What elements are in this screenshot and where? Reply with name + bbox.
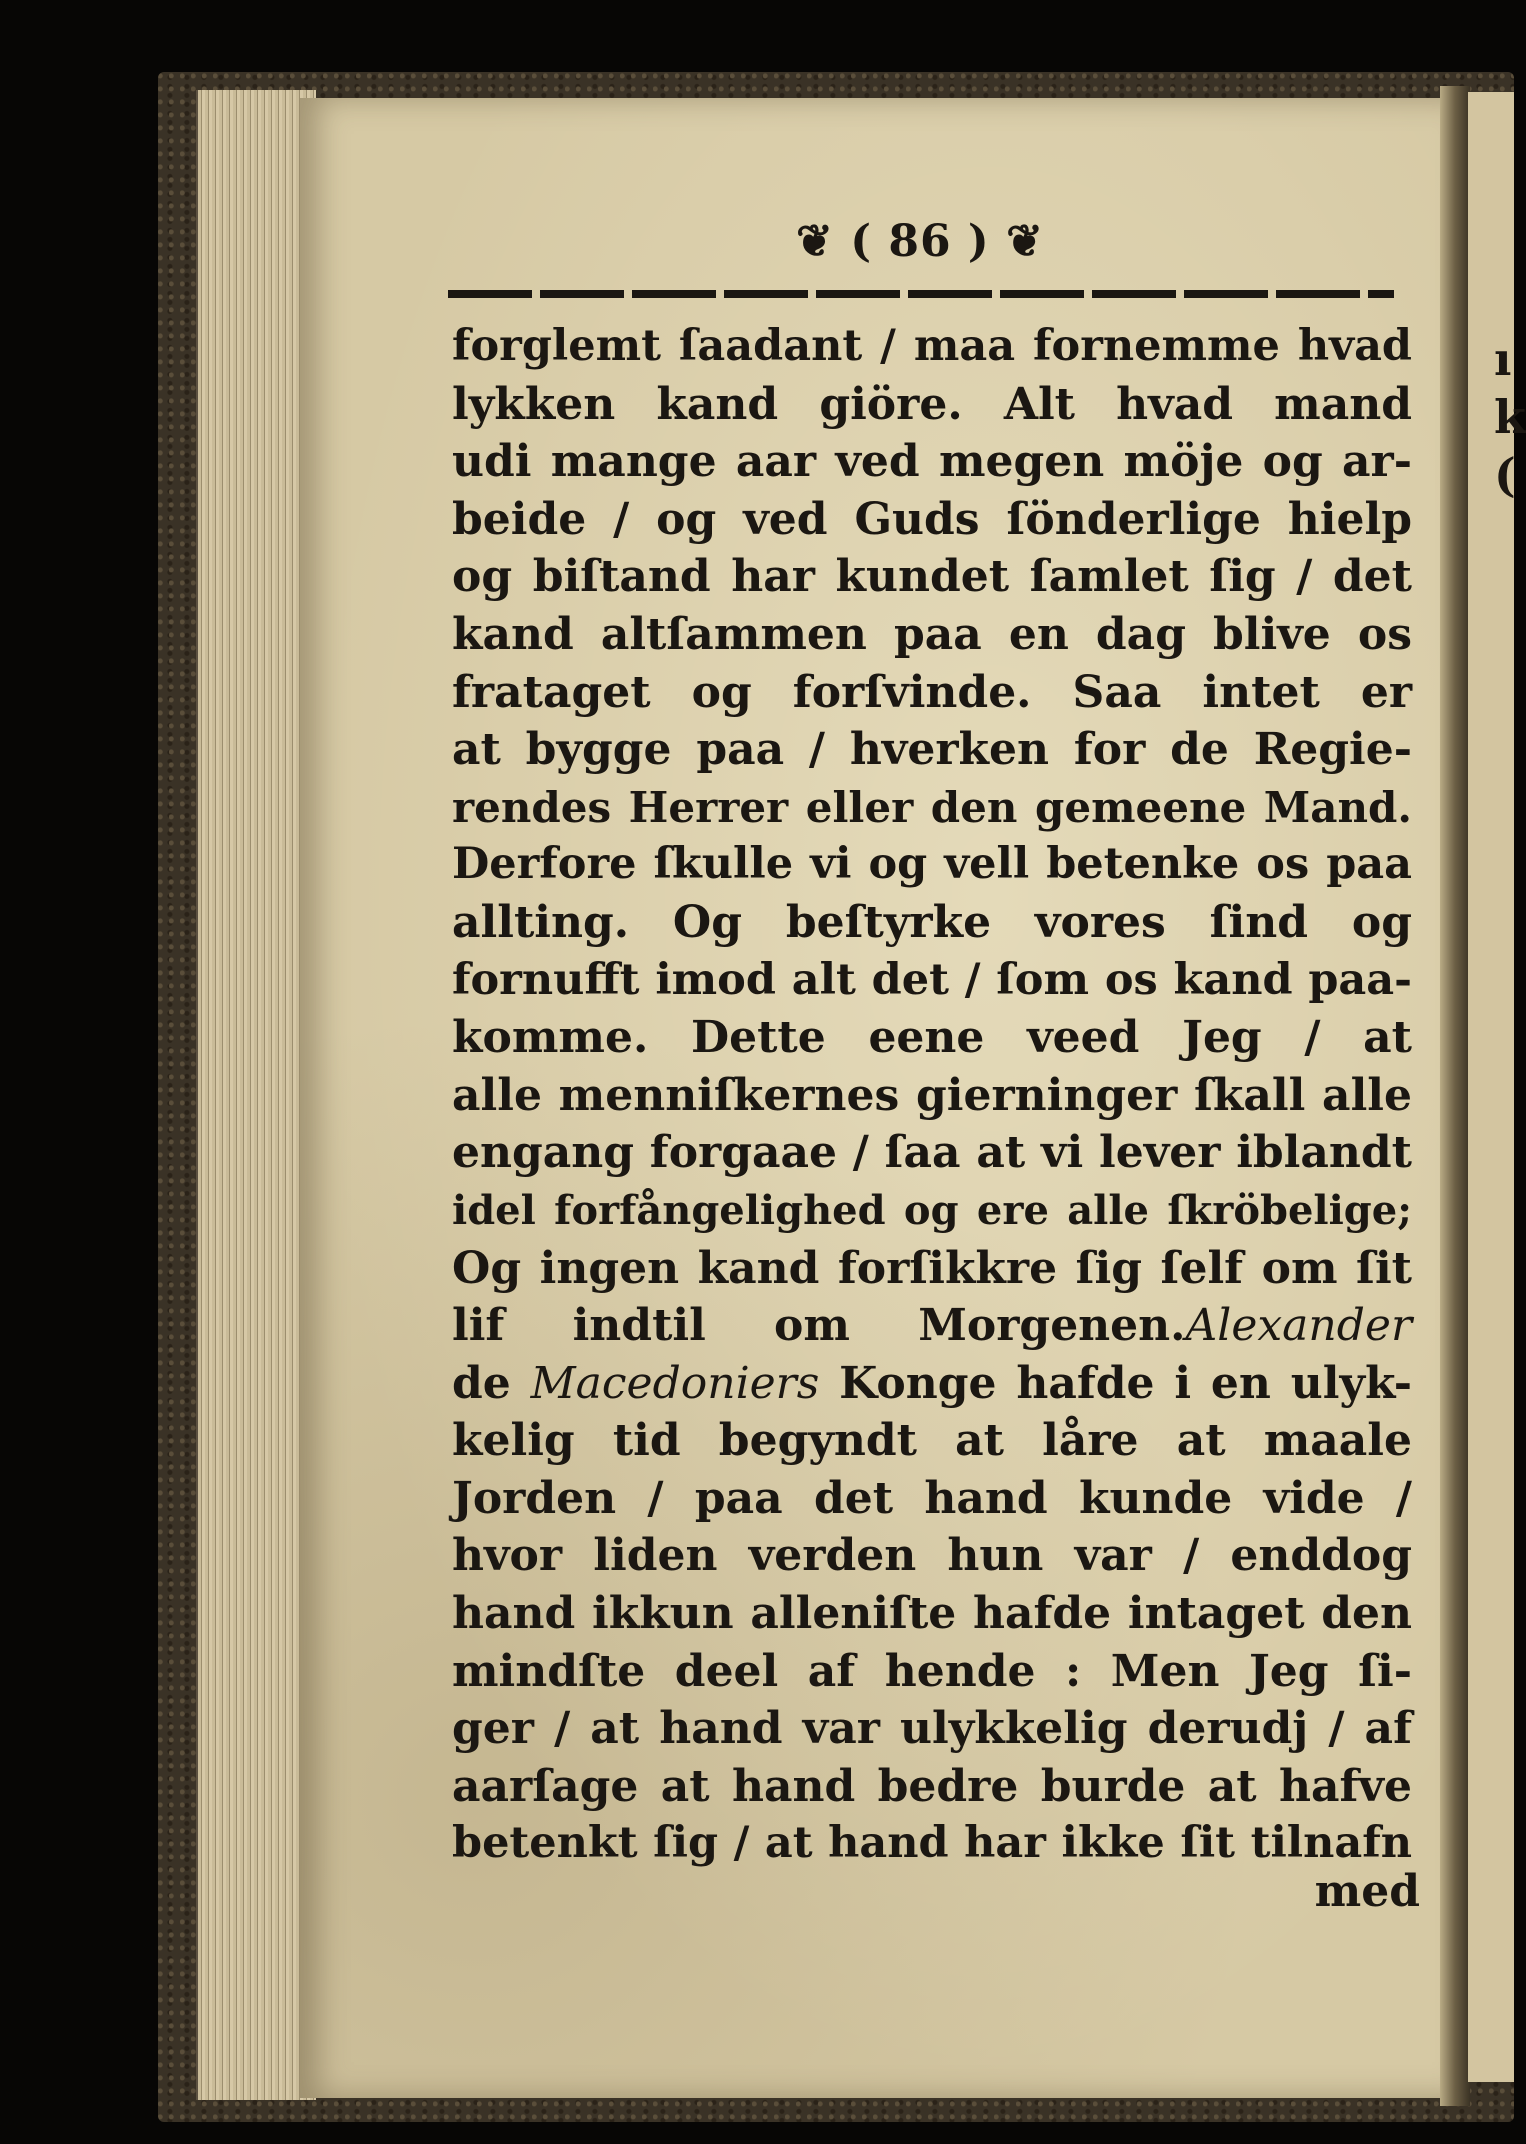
header-rule (448, 290, 1394, 298)
text-line: lykken kand giöre. Alt hvad mand (452, 378, 1412, 430)
text-line: hand ikkun alleniſte hafde intaget den (452, 1588, 1412, 1640)
ornament-left-icon: ❦ (796, 216, 834, 267)
text-line: forglemt ſaadant / maa fornemme hvad (452, 321, 1412, 371)
text-line: komme. Dette eene veed Jeg / at (452, 1012, 1412, 1064)
facing-letter: k (1494, 390, 1526, 444)
text-line: Derfore ſkulle vi og vell betenke os paa (452, 839, 1412, 890)
line-text: lif indtil om Morgenen. (452, 1300, 1186, 1352)
text-line: ger / at hand var ulykkelig derudj / af (452, 1703, 1412, 1755)
line-text: de (452, 1357, 511, 1409)
ornament-right-icon: ❦ (1006, 216, 1044, 267)
text-line: aarſage at hand bedre burde at hafve (452, 1760, 1412, 1812)
italic-name: Macedoniers (530, 1357, 820, 1409)
page-edges (196, 90, 316, 2100)
text-line: idel forfångelighed og ere alle ſkröbelige; (452, 1186, 1412, 1234)
text-line: betenkt ſig / at hand har ikke ſit tilnafn (452, 1818, 1412, 1869)
catchword: med (1314, 1866, 1420, 1917)
text-line: at bygge paa / hverken for de Regie- (452, 724, 1412, 776)
text-line: rendes Herrer eller den gemeene Mand. (452, 782, 1412, 832)
text-line: fornufft imod alt det / ſom os kand paa- (452, 954, 1412, 1005)
text-line: mindſte deel af hende : Men Jeg ſi- (452, 1645, 1412, 1697)
text-line: udi mange aar ved megen möje og ar- (452, 436, 1412, 488)
text-line: hvor liden verden hun var / enddog (452, 1530, 1412, 1582)
italic-name: Alexander (1185, 1300, 1412, 1352)
text-line (452, 1297, 1412, 1355)
facing-letter: ı (1494, 332, 1512, 386)
page-number: ( 86 ) (850, 216, 990, 267)
text-line: beide / og ved Guds ſönderlige hielp (452, 493, 1412, 545)
text-line: engang forgaae / ſaa at vi lever iblandt (452, 1127, 1412, 1179)
text-line: allting. Og beſtyrke vores ſind og (452, 896, 1412, 948)
text-line: kelig tid begyndt at låre at maale (452, 1415, 1412, 1467)
facing-page-text (1494, 330, 1526, 504)
page-header (740, 216, 1100, 276)
book-gutter (1440, 86, 1470, 2106)
body-text (452, 318, 1412, 1873)
text-line: kand altſammen paa en dag blive os (452, 608, 1412, 660)
line-text: Konge hafde i en ulyk- (839, 1357, 1412, 1409)
text-line: og biſtand har kundet ſamlet ſig / det (452, 551, 1412, 603)
text-line: Jorden / paa det hand kunde vide / (452, 1472, 1412, 1524)
facing-letter: ( (1494, 448, 1516, 502)
text-line: Og ingen kand forſikkre ſig ſelf om ſit (452, 1242, 1412, 1294)
text-line: frataget og forſvinde. Saa intet er (452, 666, 1412, 718)
text-line (452, 1355, 1412, 1413)
text-line: alle menniſkernes gierninger ſkall alle (452, 1069, 1412, 1121)
